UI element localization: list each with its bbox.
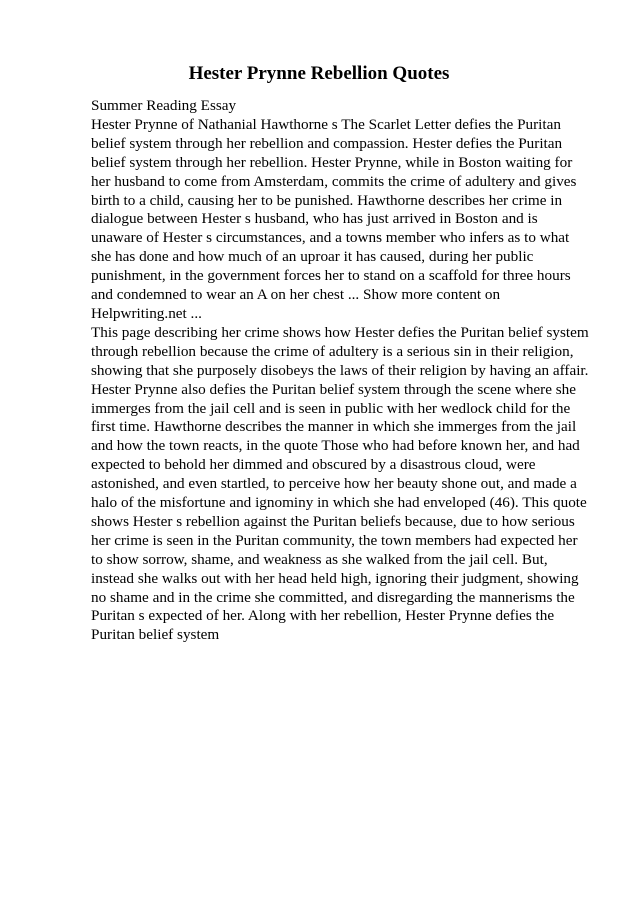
body-paragraph: This page describing her crime shows how Hester defies the Puritan belief system through rebellion because the crime of adultery is a serious sin in their religion, showing that she purposely disobeys the laws of their religion by having an affair. Hester Prynne also defies the Puritan belief system through the scene where she immerges from the jail cell and is seen in public with her wedlock child for the first time. Hawthorne describes the manner in which she immerges from the jail and how the town reacts, in the quote Those who had before known her, and had expected to behold her dimmed and obscured by a disastrous cloud, were astonished, and even startled, to perceive how her beauty shone out, and made a halo of the misfortune and ignominy in which she had enveloped (46). This quote shows Hester s rebellion against the Puritan beliefs because, due to how serious her crime is seen in the Puritan community, the town members had expected her to show sorrow, shame, and weakness as she walked from the jail cell. But, instead she walks out with her head held high, ignoring their judgment, showing no shame and in the crime she committed, and disregarding the mannerisms the Puritan s expected of her. Along with her rebellion, Hester Prynne defies the Puritan belief system: [91, 323, 589, 644]
body-paragraph: Hester Prynne of Nathanial Hawthorne s The Scarlet Letter defies the Puritan belief system through her rebellion and compassion. Hester defies the Puritan belief system through her rebellion. Hester Prynne, while in Boston waiting for her husband to come from Amsterdam, commits the crime of adultery and gives birth to a child, causing her to be punished. Hawthorne describes her crime in dialogue between Hester s husband, who has just arrived in Boston and is unaware of Hester s circumstances, and a towns member who infers as to what she has done and how much of an uproar it has caused, during her public punishment, in the government forces her to stand on a scaffold for three hours and condemned to wear an A on her chest ... Show more content on Helpwriting.net ...: [91, 115, 577, 322]
essay-label: Summer Reading Essay: [91, 97, 237, 114]
document-body: [91, 97, 591, 645]
document-title: Hester Prynne Rebellion Quotes: [188, 63, 450, 84]
